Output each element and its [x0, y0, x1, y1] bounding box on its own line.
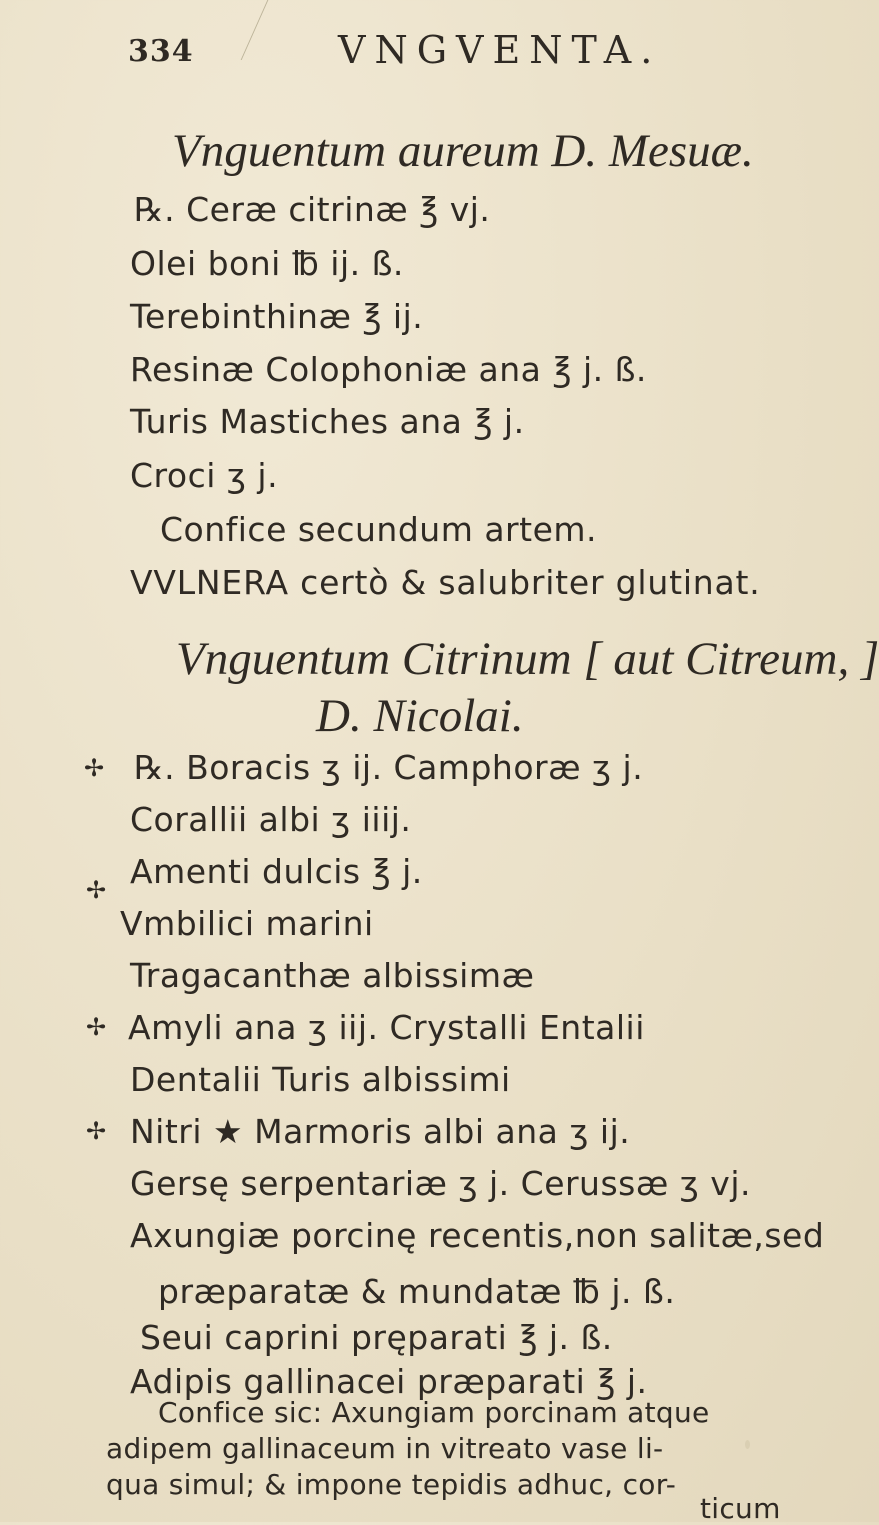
preparation-instruction: Confice sic: Axungiam porcinam atque	[158, 1396, 710, 1429]
page-number: 334	[128, 34, 194, 69]
ingredient-line: præparatæ & mundatæ ℔ j. ß.	[158, 1272, 676, 1311]
preparation-instruction: qua simul; & impone tepidis adhuc, cor-	[106, 1468, 677, 1501]
preparation-instruction: Confice secundum artem.	[160, 510, 598, 549]
ingredient-line: Amyli ana ʒ iij. Crystalli Entalii	[128, 1008, 645, 1047]
ingredient-line: Croci ʒ j.	[130, 456, 279, 495]
ingredient-line: Nitri ★ Marmoris albi ana ʒ ij.	[130, 1112, 631, 1151]
ingredient-line: Dentalii Turis albissimi	[130, 1060, 511, 1099]
ingredient-line: Gersę serpentariæ ʒ j. Cerussæ ʒ vj.	[130, 1164, 751, 1203]
ingredient-line: Seui caprini pręparati ℥ j. ß.	[140, 1318, 613, 1357]
ingredient-line: Amenti dulcis ℥ j.	[130, 852, 423, 891]
ingredient-line: Resinæ Colophoniæ ana ℥ j. ß.	[130, 350, 647, 389]
margin-mark: ✢	[84, 754, 105, 782]
page-tear	[201, 0, 269, 60]
preparation-instruction: adipem gallinaceum in vitreato vase li-	[106, 1432, 664, 1465]
ingredient-line: Corallii albi ʒ iiij.	[130, 800, 412, 839]
ingredient-line: Terebinthinæ ℥ ij.	[130, 297, 424, 336]
ingredient-line: Adipis gallinacei præparati ℥ j.	[130, 1362, 648, 1401]
recipe-title: Vnguentum Citrinum [ aut Citreum, ]	[176, 633, 879, 685]
recipe-effect: VVLNERA certò & salubriter glutinat.	[130, 563, 761, 602]
margin-mark: ✢	[86, 876, 107, 904]
ingredient-line: Turis Mastiches ana ℥ j.	[130, 402, 525, 441]
ingredient-line: ℞. Boracis ʒ ij. Camphoræ ʒ j.	[134, 748, 644, 787]
running-title: VNGVENTA.	[338, 28, 662, 72]
margin-mark: ✢	[86, 1013, 107, 1041]
recipe-title: Vnguentum aureum D. Mesuæ.	[172, 125, 754, 177]
margin-mark: ✢	[86, 1117, 107, 1145]
ingredient-line: Vmbilici marini	[120, 904, 374, 943]
ingredient-line: ℞. Ceræ citrinæ ℥ vj.	[134, 190, 491, 229]
ingredient-line: Tragacanthæ albissimæ	[130, 956, 535, 995]
ingredient-line: Axungiæ porcinę recentis,non salitæ,sed	[130, 1216, 825, 1255]
preparation-instruction: ticum	[700, 1492, 781, 1525]
ingredient-line: Olei boni ℔ ij. ß.	[130, 244, 404, 283]
recipe-author: D. Nicolai.	[316, 690, 524, 742]
paper-spot	[745, 1440, 750, 1449]
